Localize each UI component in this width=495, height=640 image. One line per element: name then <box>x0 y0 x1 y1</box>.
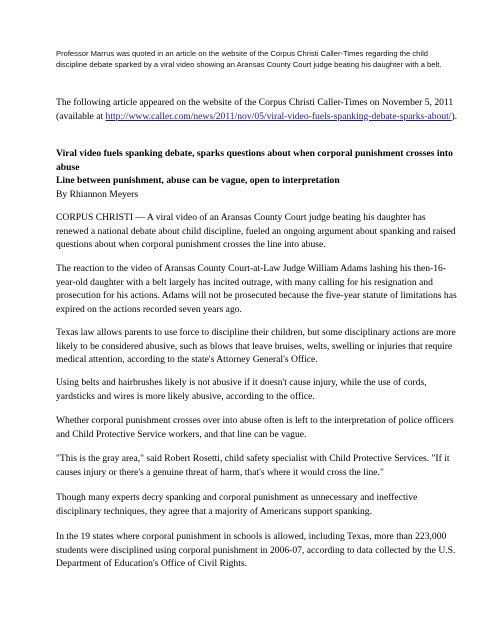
paragraph: The reaction to the video of Aransas County Court-at-Law Judge William Adams lashing his then-16-year-old daughter with a belt largely has incited outrage, with many calling for his resignation and prosecution for his actions. Adams will not be prosecuted because the five-year statute of limitations has expired on the actions recorded seven years ago. <box>56 263 457 315</box>
byline: By Rhiannon Meyers <box>56 188 139 200</box>
paragraph: Though many experts decry spanking and corporal punishment as unnecessary and ineffective disciplinary techniques, they agree that a majority of Americans support spanking. <box>56 492 418 517</box>
headline: Viral video fuels spanking debate, sparks questions about when corporal punishment crosses into abuse <box>56 148 453 173</box>
paragraph: Whether corporal punishment crosses over into abuse often is left to the interpretation of police officers and Child Protective Service workers, and that line can be vague. <box>56 415 454 440</box>
source-text-before: The following article appeared on the website of the Corpus Christi Caller-Times on November 5, 2011 (available at <box>56 97 454 122</box>
paragraph: Using belts and hairbrushes likely is not abusive if it doesn't cause injury, while the use of cords, yardsticks and wires is more likely abusive, according to the office. <box>56 377 427 402</box>
paragraph: "This is the gray area," said Robert Rosetti, child safety specialist with Child Protective Services. "If it causes injury or there's a genuine threat of harm, that's where it would cross the line." <box>56 453 450 478</box>
paragraph: Texas law allows parents to use force to discipline their children, but some disciplinary actions are more likely to be considered abusive, such as blows that leave bruises, welts, swelling or injuries that require medical attention, according to the state's Attorney General's Office. <box>56 327 456 366</box>
paragraph: In the 19 states where corporal punishment in schools is allowed, including Texas, more than 223,000 students were disciplined using corporal punishment in 2006-07, according to data collected by the U.S. Department of Education's Office of Civil Rights. <box>56 531 456 570</box>
paragraph: CORPUS CHRISTI — A viral video of an Aransas County Court judge beating his daughter has renewed a national debate about child discipline, fueled an ongoing argument about spanking and raised questions about when corporal punishment crosses the line into abuse. <box>56 212 456 251</box>
source-link[interactable]: http://www.caller.com/news/2011/nov/05/viral-video-fuels-spanking-debate-sparks-about/ <box>105 110 452 122</box>
source-note <box>56 96 460 123</box>
article-heading <box>56 147 460 201</box>
source-text-after: ). <box>451 110 458 122</box>
intro-note: Professor Marrus was quoted in an article on the website of the Corpus Christi Caller-Times regarding the child discipline debate sparked by a viral video showing an Aransas County Court judge beating his daughter with a belt. <box>56 49 442 70</box>
subheadline: Line between punishment, abuse can be vague, open to interpretation <box>56 175 340 187</box>
